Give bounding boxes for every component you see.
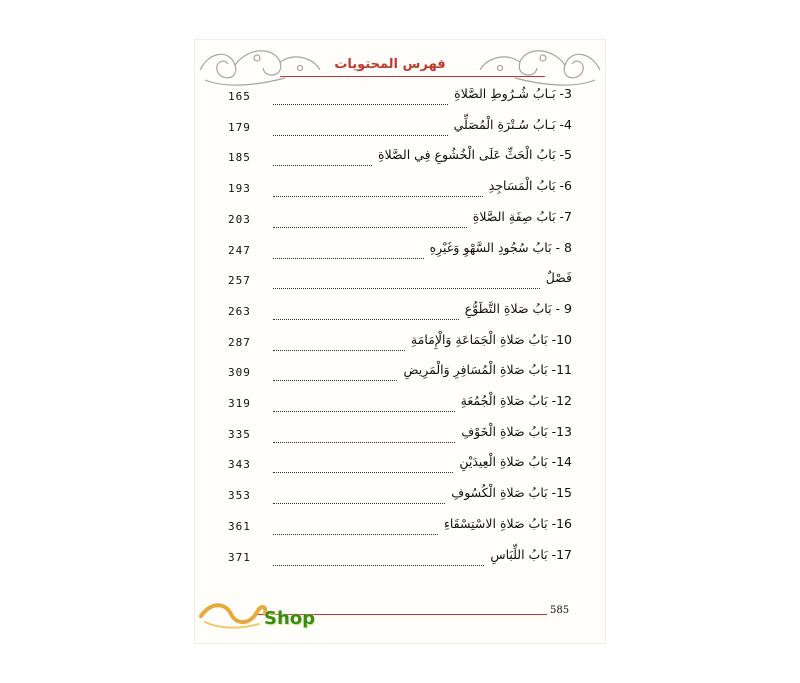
toc-row <box>195 239 605 266</box>
toc-leader-dots <box>273 182 483 197</box>
toc-leader-dots <box>273 274 540 289</box>
toc-row <box>195 364 605 388</box>
title-divider <box>280 76 545 77</box>
toc-entry-title: 8 - بَابُ سُجُودِ السَّهْوِ وَغَيْرِهِ <box>429 239 572 255</box>
toc-entry-title: فَصْلٌ <box>545 270 572 286</box>
toc-entry-title: 10- بَابُ صَلاةِ الْجَمَاعَةِ وَالْإِمَامَةِ <box>410 331 572 347</box>
toc-leader-dots <box>273 151 372 166</box>
toc-entry-title: 13- بَابُ صَلاةِ الْخَوْفِ <box>461 423 572 439</box>
toc-leader-dots <box>273 428 455 443</box>
toc-row <box>195 546 605 573</box>
toc-row <box>195 456 605 480</box>
toc-leader-dots <box>273 336 405 351</box>
corner-ornament-right <box>475 40 605 90</box>
toc-row <box>195 423 605 450</box>
toc-entry-title: 3- بَـابُ شُـرُوطِ الصَّلاةِ <box>454 86 572 101</box>
toc-entry-title: 17- بَابُ اللِّبَاسِ <box>490 546 572 562</box>
toc-row <box>195 272 605 296</box>
toc-page-number: 371 <box>228 550 251 564</box>
shop-logo-text: Shop <box>264 608 316 629</box>
toc-entry-title: 6- بَابُ الْمَسَاجِدِ <box>488 178 572 194</box>
toc-entry-title: 9 - بَابُ صَلاةِ التَّطَوُّعِ <box>464 300 572 316</box>
toc-page-number: 193 <box>228 182 251 196</box>
toc-page-number: 257 <box>228 274 251 288</box>
toc-row <box>195 208 605 235</box>
toc-page-number: 185 <box>228 151 251 165</box>
toc-page-number: 309 <box>228 366 251 380</box>
toc-leader-dots <box>273 90 448 105</box>
toc-row <box>195 180 605 204</box>
toc-leader-dots <box>273 121 448 136</box>
toc-row <box>195 395 605 419</box>
toc-page-number: 287 <box>228 335 251 349</box>
toc-entry-title: 4- بَـابُ سُـتْرَةِ الْمُصَلِّي <box>453 116 572 132</box>
page-number: 585 <box>550 605 570 616</box>
page-title: فهرس المحتويات <box>334 57 446 72</box>
toc-entry-title: 5- بَابُ الْحَثِّ عَلَى الْخُشُوعِ فِي الصَّلاةِ <box>378 147 572 163</box>
toc-leader-dots <box>273 489 445 504</box>
toc-leader-dots <box>273 458 453 473</box>
toc-row <box>195 515 605 542</box>
toc-entry-title: 7- بَابُ صِفَةِ الصَّلاةِ <box>472 208 572 224</box>
toc-leader-dots <box>273 551 484 566</box>
toc-row <box>195 116 605 143</box>
toc-row <box>195 331 605 358</box>
toc-page-number: 319 <box>228 397 251 410</box>
toc-entry-title: 14- بَابُ صَلاةِ الْعِيدَيْنِ <box>459 454 572 470</box>
toc-entry-title: 11- بَابُ صَلاةِ الْمُسَافِرِ وَالْمَرِيضِ <box>403 362 572 378</box>
toc-leader-dots <box>273 213 467 228</box>
toc-row <box>195 149 605 173</box>
toc-leader-dots <box>273 305 459 320</box>
toc-page-number: 343 <box>228 458 251 472</box>
toc-page-number: 353 <box>228 489 251 503</box>
toc-page-number: 203 <box>228 212 251 226</box>
toc-page-number: 361 <box>228 519 251 533</box>
book-page <box>195 40 605 643</box>
toc-leader-dots <box>273 520 438 535</box>
toc-page-number: 335 <box>228 427 251 441</box>
toc-page-number: 179 <box>228 120 251 134</box>
toc-row <box>195 300 605 327</box>
toc-leader-dots <box>273 244 424 259</box>
toc-entry-title: 12- بَابُ صَلاةِ الْجُمُعَةِ <box>460 393 572 408</box>
toc-row <box>195 487 605 511</box>
toc-page-number: 165 <box>228 90 251 103</box>
toc-row <box>195 88 605 112</box>
toc-entry-title: 15- بَابُ صَلاةِ الْكُسُوفِ <box>451 485 572 501</box>
toc-page-number: 247 <box>228 243 251 257</box>
toc-leader-dots <box>273 366 397 381</box>
toc-leader-dots <box>273 397 455 412</box>
toc-entry-title: 16- بَابُ صَلاةِ الاسْتِسْقَاءِ <box>443 515 572 531</box>
toc-page-number: 263 <box>228 304 251 318</box>
